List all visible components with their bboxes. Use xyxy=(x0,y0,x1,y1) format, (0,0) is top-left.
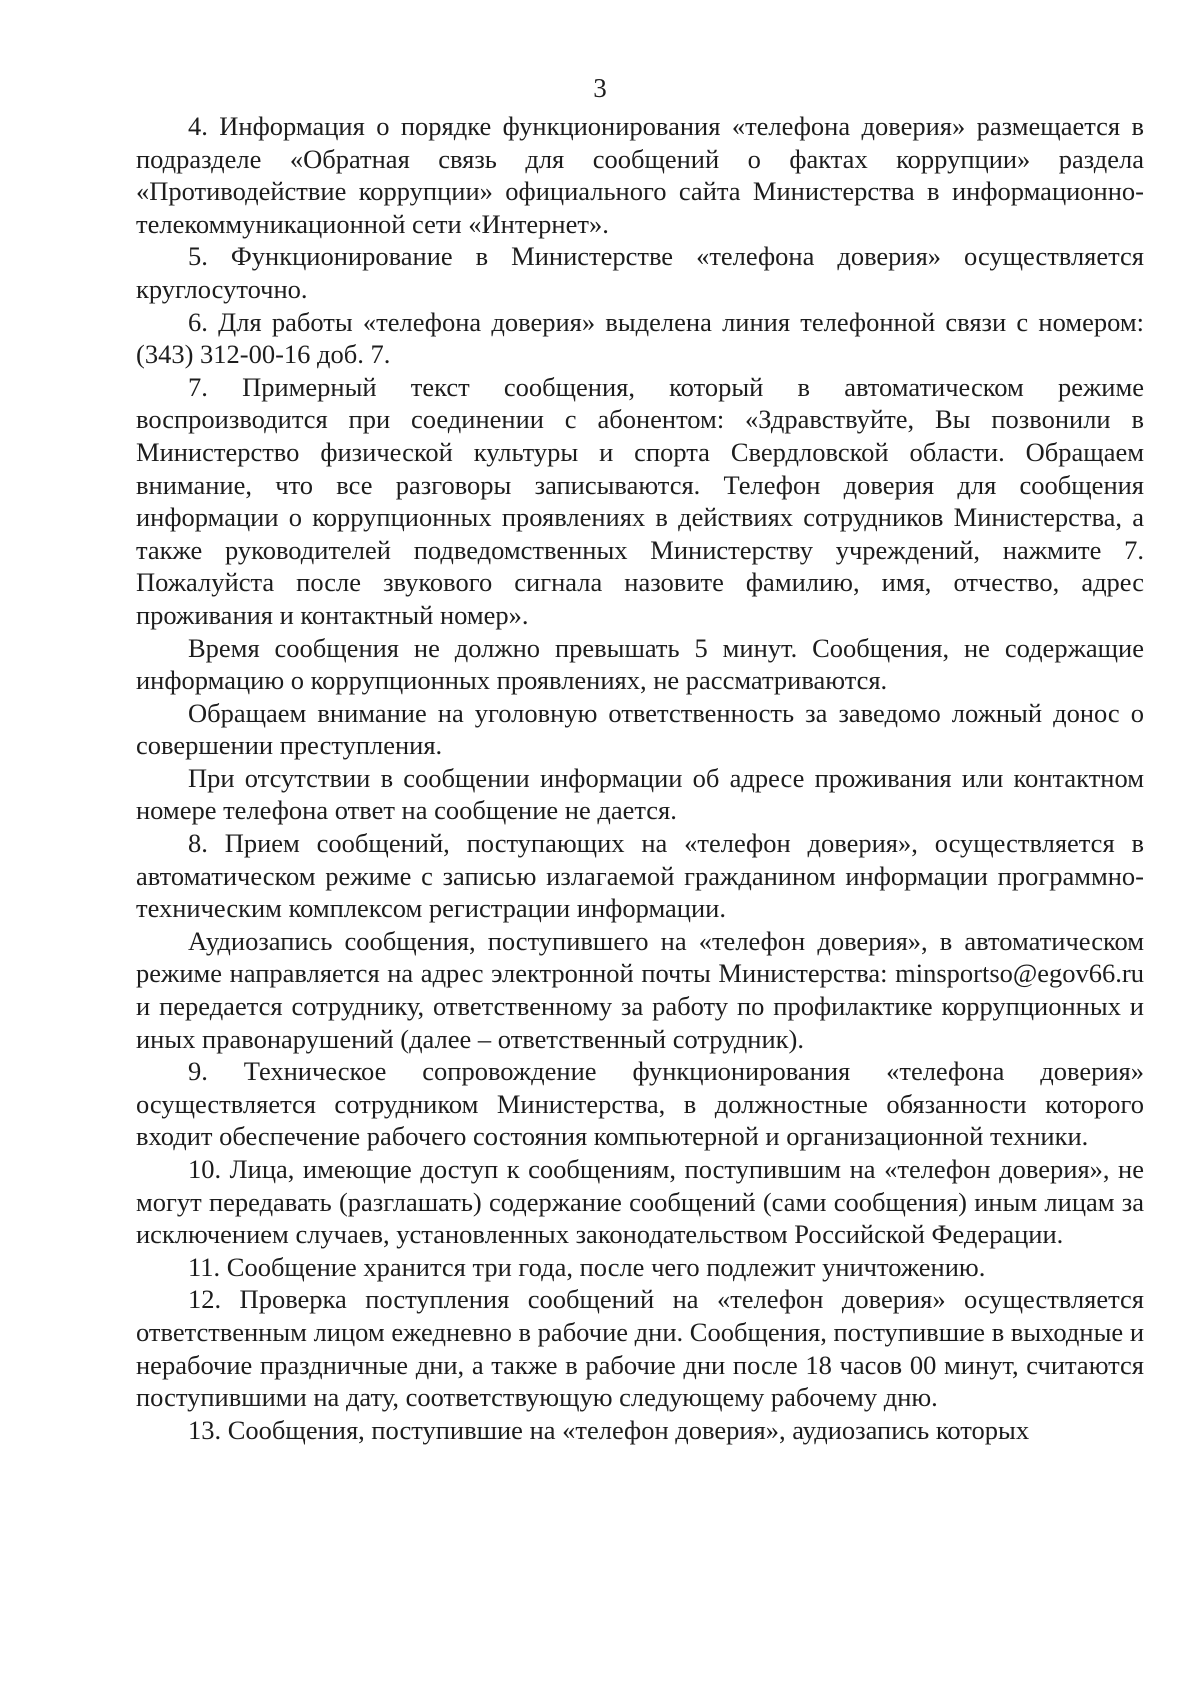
paragraph-7-liability-notice: Обращаем внимание на уголовную ответственность за заведомо ложный донос о совершении преступления. xyxy=(136,697,1144,761)
paragraph-7-message-duration: Время сообщения не должно превышать 5 минут. Сообщения, не содержащие информацию о коррупционных проявлениях, не рассматриваются. xyxy=(136,632,1144,696)
document-body xyxy=(136,110,1144,1446)
paragraph-9: 9. Техническое сопровождение функционирования «телефона доверия» осуществляется сотрудником Министерства, в должностные обязанности которого входит обеспечение рабочего состояния компьютерной и организационной техники. xyxy=(136,1056,1144,1152)
paragraph-13: 13. Сообщения, поступившие на «телефон доверия», аудиозапись которых xyxy=(188,1414,1030,1445)
paragraph-11: 11. Сообщение хранится три года, после чего подлежит уничтожению. xyxy=(188,1251,986,1282)
paragraph-7-no-address-notice: При отсутствии в сообщении информации об адресе проживания или контактном номере телефона ответ на сообщение не дается. xyxy=(136,762,1144,826)
paragraph-10: 10. Лица, имеющие доступ к сообщениям, поступившим на «телефон доверия», не могут передавать (разглашать) содержание сообщений (сами сообщения) иным лицам за исключением случаев, установленных законодательством Российской Федерации. xyxy=(136,1154,1144,1250)
paragraph-5: 5. Функционирование в Министерстве «телефона доверия» осуществляется круглосуточно. xyxy=(136,241,1144,304)
paragraph-8-audio-record: Аудиозапись сообщения, поступившего на «телефон доверия», в автоматическом режиме направляется на адрес электронной почты Министерства: minsportso@egov66.ru и передается сотруднику, ответственному за работу по профилактике коррупционных и иных правонарушений (далее – ответственный сотрудник). xyxy=(136,925,1144,1054)
paragraph-12: 12. Проверка поступления сообщений на «телефон доверия» осуществляется ответственным лицом ежедневно в рабочие дни. Сообщения, поступившие в выходные и нерабочие праздничные дни, а также в рабочие дни после 18 часов 00 минут, считаются поступившими на дату, соответствующую следующему рабочему дню. xyxy=(136,1284,1144,1413)
paragraph-4: 4. Информация о порядке функционирования «телефона доверия» размещается в подразделе «Обратная связь для сообщений о фактах коррупции» раздела «Противодействие коррупции» официального сайта Министерства в информационно-телекоммуникационной сети «Интернет». xyxy=(136,111,1144,239)
paragraph-7: 7. Примерный текст сообщения, который в автоматическом режиме воспроизводится при соединении с абонентом: «Здравствуйте, Вы позвонили в Министерство физической культуры и спорта Свердловской области. Обращаем внимание, что все разговоры записываются. Телефон доверия для сообщения информации о коррупционных проявлениях в действиях сотрудников Министерства, а также руководителей подведомственных Министерству учреждений, нажмите 7. Пожалуйста после звукового сигнала назовите фамилию, имя, отчество, адрес проживания и контактный номер». xyxy=(136,371,1144,630)
page-number: 3 xyxy=(593,73,607,103)
paragraph-8: 8. Прием сообщений, поступающих на «телефон доверия», осуществляется в автоматическом режиме с записью излагаемой гражданином информации программно-техническим комплексом регистрации информации. xyxy=(136,828,1144,924)
paragraph-6: 6. Для работы «телефона доверия» выделена линия телефонной связи с номером: (343) 312-00-16 доб. 7. xyxy=(136,306,1144,370)
